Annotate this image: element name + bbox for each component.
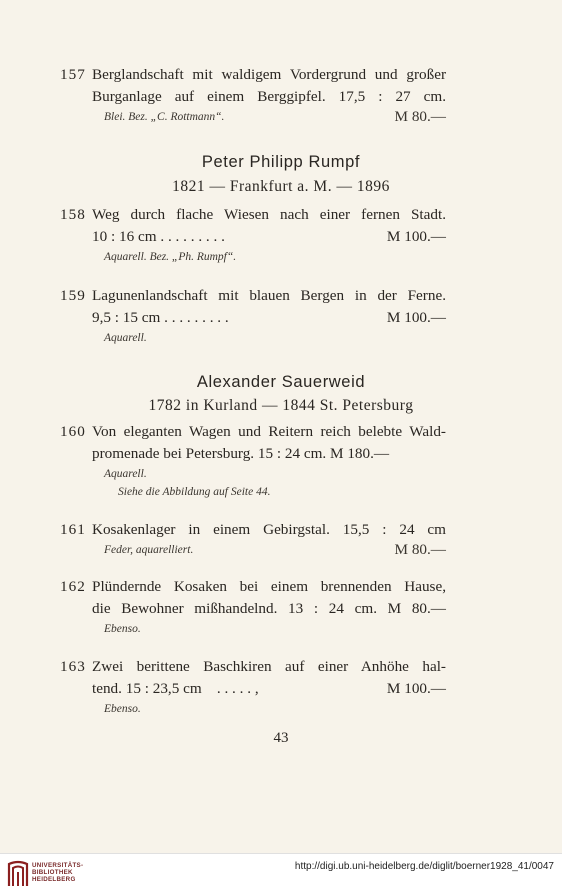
logo-text-line: UNIVERSITÄTS- bbox=[32, 862, 84, 869]
entry-note-row bbox=[60, 620, 446, 638]
entry-note-row bbox=[60, 329, 446, 347]
entry-number: 161 bbox=[60, 521, 86, 538]
entry-text-line: Burganlage auf einem Berggipfel. 17,5 : 27 cm. bbox=[92, 88, 446, 105]
entry-note-row bbox=[60, 108, 446, 126]
catalog-entry-159 bbox=[60, 285, 446, 347]
logo-text-line: HEIDELBERG bbox=[32, 876, 76, 883]
entry-note: Aquarell. Bez. „Ph. Rumpf“. bbox=[104, 251, 237, 263]
entry-text-line: Weg durch flache Wiesen nach einer fernen Stadt. bbox=[92, 206, 446, 223]
entry-note: Feder, aquarelliert. bbox=[104, 544, 194, 556]
entry-text-line: promenade bei Petersburg. 15 : 24 cm. M 180.— bbox=[92, 445, 390, 462]
entry-price: M 100.— bbox=[386, 228, 446, 245]
entry-number: 157 bbox=[60, 66, 86, 83]
entry-text-line: Plündernde Kosaken bei einem brennenden Hause, bbox=[92, 578, 446, 595]
entry-note-row bbox=[60, 465, 446, 483]
catalog-entry-160 bbox=[60, 421, 446, 501]
page-number: 43 bbox=[273, 730, 289, 746]
entry-size-row bbox=[60, 678, 446, 700]
entry-text-line: Berglandschaft mit waldigem Vordergrund und großer bbox=[92, 66, 446, 83]
entry-text-line: die Bewohner mißhandelnd. 13 : 24 cm. M 80.— bbox=[92, 600, 446, 617]
entry-size: 9,5 : 15 cm bbox=[92, 309, 161, 326]
source-url-link[interactable]: http://digi.ub.uni-heidelberg.de/diglit/boerner1928_41/0047 bbox=[294, 861, 554, 872]
entry-number: 159 bbox=[60, 287, 86, 304]
catalog-entry-162 bbox=[60, 576, 446, 638]
entry-size-row bbox=[60, 226, 446, 248]
entry-note-row bbox=[60, 700, 446, 718]
artist-dates: 1782 in Kurland — 1844 St. Petersburg bbox=[148, 397, 414, 414]
entry-number: 160 bbox=[60, 423, 86, 440]
library-logo-text bbox=[32, 862, 83, 883]
entry-text-line: Von eleganten Wagen und Reitern reich belebte Wald- bbox=[92, 423, 446, 440]
logo-text-line: BIBLIOTHEK bbox=[32, 869, 73, 876]
entry-text-line: Kosakenlager in einem Gebirgstal. 15,5 : 24 cm bbox=[92, 521, 446, 538]
entry-text-line: Zwei berittene Baschkiren auf einer Anhöhe hal- bbox=[92, 658, 446, 675]
entry-text-line: Lagunenlandschaft mit blauen Bergen in der Ferne. bbox=[92, 287, 446, 304]
entry-number: 162 bbox=[60, 578, 86, 595]
entry-note-row bbox=[60, 541, 446, 559]
entry-number: 163 bbox=[60, 658, 86, 675]
artist-heading: Peter Philipp Rumpf bbox=[201, 153, 361, 171]
entry-size-row bbox=[60, 307, 446, 329]
entry-note: Ebenso. bbox=[104, 703, 141, 715]
entry-price: M 80.— bbox=[394, 541, 446, 558]
entry-subnote: Siehe die Abbildung auf Seite 44. bbox=[118, 486, 271, 498]
entry-price: M 80.— bbox=[394, 108, 446, 125]
catalog-entry-161 bbox=[60, 519, 446, 559]
entry-note: Blei. Bez. „C. Rottmann“. bbox=[104, 111, 225, 123]
catalog-entry-163 bbox=[60, 656, 446, 718]
entry-size: tend. 15 : 23,5 cm bbox=[92, 680, 202, 697]
entry-price: M 100.— bbox=[386, 309, 446, 326]
entry-leader-dots: . . . . . , bbox=[216, 680, 259, 697]
viewer-footer bbox=[0, 853, 562, 894]
entry-note: Aquarell. bbox=[104, 332, 147, 344]
entry-size: 10 : 16 cm bbox=[92, 228, 157, 245]
catalog-entry-158 bbox=[60, 204, 446, 266]
artist-heading: Alexander Sauerweid bbox=[196, 373, 366, 391]
catalog-entry-157 bbox=[60, 64, 446, 126]
library-logo-icon[interactable] bbox=[6, 860, 30, 888]
entry-number: 158 bbox=[60, 206, 86, 223]
entry-price: M 100.— bbox=[386, 680, 446, 697]
entry-leader-dots: . . . . . . . . . bbox=[160, 228, 225, 245]
entry-note: Ebenso. bbox=[104, 623, 141, 635]
entry-note: Aquarell. bbox=[104, 468, 147, 480]
artist-dates: 1821 — Frankfurt a. M. — 1896 bbox=[172, 178, 390, 195]
entry-leader-dots: . . . . . . . . . bbox=[164, 309, 229, 326]
entry-note-row bbox=[60, 248, 446, 266]
